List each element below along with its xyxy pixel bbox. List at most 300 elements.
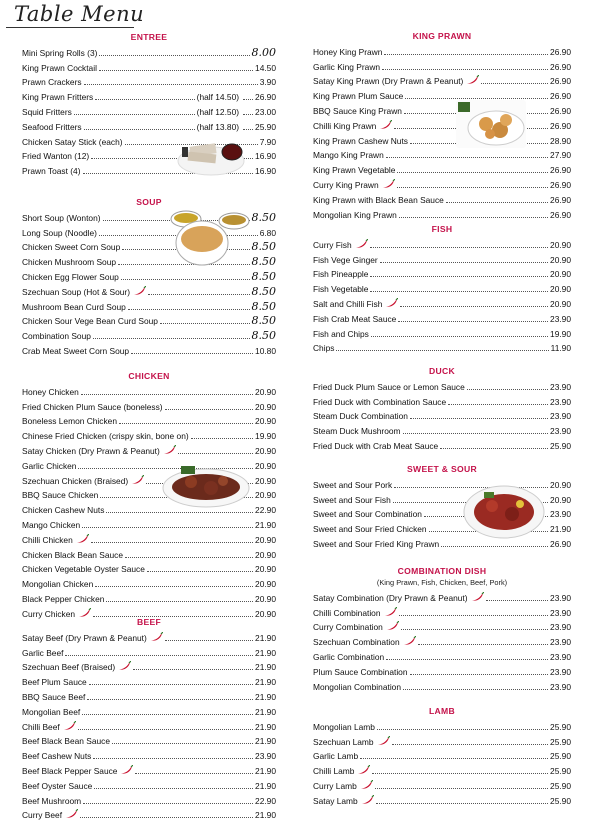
menu-item-price: 21.90 bbox=[255, 647, 276, 658]
menu-item bbox=[22, 102, 276, 117]
menu-item-price: 23.90 bbox=[550, 592, 571, 603]
menu-item bbox=[313, 205, 571, 220]
menu-item bbox=[22, 326, 276, 341]
dot-leader bbox=[131, 353, 253, 354]
menu-item-name: Chicken Egg Flower Soup bbox=[22, 271, 119, 282]
menu-item-name: Mongolian King Prawn bbox=[313, 209, 397, 220]
menu-item-price: 25.90 bbox=[550, 440, 571, 451]
menu-item-price: 20.90 bbox=[550, 298, 571, 309]
menu-item bbox=[22, 791, 276, 806]
menu-item bbox=[313, 677, 571, 692]
menu-item-price: 21.90 bbox=[550, 524, 571, 535]
menu-item-name: Fish Pineapple bbox=[313, 269, 369, 280]
menu-item-name: Chicken Cashew Nuts bbox=[22, 505, 105, 516]
menu-item-name: BBQ Sauce Chicken bbox=[22, 490, 99, 501]
menu-item-price: 20.90 bbox=[255, 386, 276, 397]
section-title: DUCK bbox=[428, 366, 456, 376]
dot-leader bbox=[191, 438, 253, 439]
dot-leader bbox=[94, 788, 253, 789]
menu-item-name: Fried Chicken Plum Sauce (boneless) bbox=[22, 401, 163, 412]
dot-leader bbox=[386, 157, 548, 158]
menu-item-price: 25.90 bbox=[255, 121, 276, 132]
menu-item bbox=[313, 421, 571, 436]
menu-item-price: 26.90 bbox=[550, 209, 571, 220]
menu-item-price: 21.90 bbox=[255, 721, 276, 732]
menu-item bbox=[22, 761, 276, 776]
half-price: (half 13.80) bbox=[196, 121, 240, 132]
menu-item-price: 20.90 bbox=[550, 239, 571, 250]
menu-item-name: Plum Sauce Combination bbox=[313, 666, 408, 677]
menu-item-name: King Prawn with Black Bean Sauce bbox=[313, 194, 444, 205]
menu-item bbox=[313, 407, 571, 422]
menu-item-price: 20.90 bbox=[550, 494, 571, 505]
dot-leader bbox=[83, 803, 253, 804]
menu-item-name: Fried Duck with Crab Meat Sauce bbox=[313, 440, 439, 451]
menu-item-price: 16.90 bbox=[255, 166, 276, 177]
menu-item bbox=[313, 116, 571, 131]
menu-item-price: 26.90 bbox=[550, 165, 571, 176]
menu-item-name: Fried Wanton (12) bbox=[22, 151, 90, 162]
section-title: SWEET & SOUR bbox=[407, 464, 477, 474]
soup-bowls-photo bbox=[166, 205, 252, 269]
menu-item-name: Chicken Black Bean Sauce bbox=[22, 549, 124, 560]
section-title: SOUP bbox=[136, 197, 162, 207]
dot-leader bbox=[147, 571, 253, 572]
menu-item-name: Chicken Sour Vege Bean Curd Soup bbox=[22, 316, 158, 327]
dot-leader bbox=[399, 217, 548, 218]
menu-item-price: 21.90 bbox=[255, 677, 276, 688]
menu-item-price: 21.90 bbox=[255, 632, 276, 643]
menu-item-price: 20.90 bbox=[255, 534, 276, 545]
menu-item bbox=[22, 776, 276, 791]
chili-pepper-icon bbox=[119, 765, 133, 775]
menu-item-name: Boneless Lemon Chicken bbox=[22, 416, 117, 427]
menu-item-price: 23.90 bbox=[550, 607, 571, 618]
menu-item bbox=[313, 747, 571, 762]
menu-item-price: 26.90 bbox=[550, 179, 571, 190]
menu-item-price: 22.90 bbox=[255, 795, 276, 806]
dot-leader bbox=[440, 448, 548, 449]
chili-pepper-icon bbox=[385, 621, 399, 631]
dot-leader bbox=[481, 83, 548, 84]
dot-leader bbox=[165, 409, 253, 410]
dot-leader bbox=[370, 276, 548, 277]
menu-item bbox=[313, 72, 571, 87]
menu-item bbox=[313, 662, 571, 677]
section-fish bbox=[313, 223, 571, 353]
menu-item-name: King Prawn Fritters bbox=[22, 92, 94, 103]
menu-item bbox=[313, 339, 571, 354]
menu-item bbox=[313, 250, 571, 265]
dot-leader bbox=[80, 817, 253, 818]
dot-leader bbox=[377, 729, 548, 730]
dot-leader bbox=[398, 321, 548, 322]
menu-item-name: Fish Vegetable bbox=[313, 284, 369, 295]
menu-item-name: Short Soup (Wonton) bbox=[22, 212, 101, 223]
menu-title: Table Menu bbox=[14, 2, 145, 26]
dot-leader bbox=[403, 433, 549, 434]
dot-leader bbox=[372, 773, 548, 774]
chili-pepper-icon bbox=[75, 534, 89, 544]
king-prawn-photo bbox=[456, 100, 526, 148]
menu-item bbox=[313, 588, 571, 603]
menu-item bbox=[313, 632, 571, 647]
menu-item bbox=[313, 717, 571, 732]
menu-item-name: Fish Crab Meat Sauce bbox=[313, 313, 397, 324]
dot-leader bbox=[360, 758, 548, 759]
dot-leader bbox=[84, 84, 258, 85]
menu-item-name: Sweet and Sour Fried Chicken bbox=[313, 524, 427, 535]
menu-item bbox=[22, 574, 276, 589]
menu-item bbox=[22, 297, 276, 312]
dot-leader bbox=[441, 546, 548, 547]
menu-item-name: Steam Duck Mushroom bbox=[313, 426, 401, 437]
chicken-dish-photo bbox=[161, 460, 251, 510]
menu-item bbox=[22, 589, 276, 604]
dot-leader bbox=[81, 394, 253, 395]
menu-item-price: 23.90 bbox=[550, 426, 571, 437]
menu-item-price: 23.90 bbox=[550, 313, 571, 324]
menu-item-price: 21.90 bbox=[255, 519, 276, 530]
menu-item bbox=[313, 131, 571, 146]
section-title: FISH bbox=[431, 224, 453, 234]
section-title: ENTREE bbox=[130, 32, 168, 42]
menu-item-price: 26.90 bbox=[550, 76, 571, 87]
dot-leader bbox=[418, 644, 548, 645]
menu-item-price: 21.90 bbox=[255, 810, 276, 821]
menu-item bbox=[22, 341, 276, 356]
menu-item-price: 20.90 bbox=[550, 254, 571, 265]
menu-item-name: Mongolian Chicken bbox=[22, 579, 94, 590]
menu-item-price: 20.90 bbox=[550, 269, 571, 280]
menu-item-price: 26.90 bbox=[550, 61, 571, 72]
menu-item bbox=[22, 806, 276, 821]
dot-leader bbox=[467, 389, 548, 390]
menu-item-price: 20.90 bbox=[255, 579, 276, 590]
dot-leader bbox=[397, 187, 548, 188]
dot-leader bbox=[375, 788, 548, 789]
menu-item-price: 20.90 bbox=[255, 460, 276, 471]
dot-leader bbox=[82, 714, 253, 715]
menu-item bbox=[22, 267, 276, 282]
menu-item-price: 23.90 bbox=[550, 381, 571, 392]
dot-leader bbox=[65, 655, 253, 656]
menu-item-price: 26.90 bbox=[550, 120, 571, 131]
menu-item-name: Szechuan Chicken (Braised) bbox=[22, 475, 144, 486]
menu-item-name: Curry Chicken bbox=[22, 608, 91, 619]
chili-pepper-icon bbox=[376, 736, 390, 746]
menu-item bbox=[313, 146, 571, 161]
dot-leader bbox=[397, 172, 548, 173]
menu-item-price: 25.90 bbox=[550, 766, 571, 777]
menu-item-price: 20.90 bbox=[550, 479, 571, 490]
menu-item-price: 19.90 bbox=[255, 431, 276, 442]
menu-item-price: 20.90 bbox=[255, 416, 276, 427]
chili-pepper-icon bbox=[359, 780, 373, 790]
menu-item-price: 19.90 bbox=[550, 328, 571, 339]
menu-item-name: Mango King Prawn bbox=[313, 150, 384, 161]
dot-leader bbox=[370, 291, 548, 292]
menu-item bbox=[313, 392, 571, 407]
menu-item bbox=[313, 377, 571, 392]
chili-pepper-icon bbox=[378, 120, 392, 130]
menu-item-name: Chinese Fried Chicken (crispy skin, bone on) bbox=[22, 431, 189, 442]
menu-item-name: Beef Black Bean Sauce bbox=[22, 736, 110, 747]
menu-item-name: Honey King Prawn bbox=[313, 46, 383, 57]
dot-leader bbox=[99, 55, 249, 56]
menu-item-name: Prawn Crackers bbox=[22, 77, 82, 88]
menu-item bbox=[22, 515, 276, 530]
menu-item bbox=[22, 441, 276, 456]
menu-item-name: Mongolian Lamb bbox=[313, 721, 375, 732]
menu-item-price: 25.90 bbox=[550, 751, 571, 762]
dot-leader bbox=[370, 247, 548, 248]
chili-pepper-icon bbox=[64, 809, 78, 819]
sweet-sour-photo bbox=[462, 482, 546, 540]
menu-item-price: 8.50 bbox=[251, 240, 276, 254]
menu-item-name: Black Pepper Chicken bbox=[22, 593, 105, 604]
menu-item-price: 25.90 bbox=[550, 780, 571, 791]
menu-item-name: Curry Fish bbox=[313, 239, 368, 250]
menu-item-name: Fish Vege Ginger bbox=[313, 254, 378, 265]
menu-item-name: Mongolian Beef bbox=[22, 706, 81, 717]
section-title: COMBINATION DISH bbox=[397, 566, 487, 576]
menu-item-name: Szechuan Soup (Hot & Sour) bbox=[22, 286, 146, 297]
menu-item-price: 8.50 bbox=[251, 314, 276, 328]
menu-item-name: Mango Chicken bbox=[22, 519, 81, 530]
dot-leader bbox=[376, 803, 548, 804]
menu-item bbox=[22, 732, 276, 747]
menu-item-name: Fried Duck Plum Sauce or Lemon Sauce bbox=[313, 381, 465, 392]
menu-item-price: 8.50 bbox=[251, 299, 276, 313]
menu-item-price: 6.80 bbox=[259, 227, 276, 238]
menu-item-name: Sweet and Sour Pork bbox=[313, 479, 393, 490]
menu-item-price: 16.90 bbox=[255, 151, 276, 162]
menu-item-price: 3.90 bbox=[259, 77, 276, 88]
menu-item-name: Chicken Sweet Corn Soup bbox=[22, 242, 121, 253]
menu-item-name: Szechuan Combination bbox=[313, 636, 416, 647]
menu-item-price: 23.90 bbox=[550, 396, 571, 407]
menu-item-name: Beef Cashew Nuts bbox=[22, 751, 92, 762]
menu-item-price: 20.90 bbox=[255, 445, 276, 456]
menu-item bbox=[313, 309, 571, 324]
menu-item-price: 8.50 bbox=[251, 329, 276, 343]
menu-item-price: 26.90 bbox=[550, 105, 571, 116]
menu-item bbox=[313, 175, 571, 190]
menu-item bbox=[313, 265, 571, 280]
menu-item bbox=[313, 279, 571, 294]
menu-item-name: Crab Meat Sweet Corn Soup bbox=[22, 345, 130, 356]
menu-item-price: 8.50 bbox=[251, 210, 276, 224]
menu-item-name: Szechuan Lamb bbox=[313, 736, 390, 747]
menu-item-name: Honey Chicken bbox=[22, 386, 79, 397]
menu-item-name: Sweet and Sour Fried King Prawn bbox=[313, 538, 440, 549]
chili-pepper-icon bbox=[117, 661, 131, 671]
chili-pepper-icon bbox=[356, 765, 370, 775]
menu-item-name: Satay King Prawn (Dry Prawn & Peanut) bbox=[313, 75, 479, 86]
menu-item-price: 23.90 bbox=[550, 411, 571, 422]
menu-item-price: 23.90 bbox=[550, 681, 571, 692]
section-beef bbox=[22, 616, 276, 820]
menu-item bbox=[22, 43, 276, 58]
menu-item-price: 26.90 bbox=[550, 194, 571, 205]
half-price: (half 14.50) bbox=[196, 92, 240, 103]
menu-item bbox=[313, 190, 571, 205]
dot-leader bbox=[384, 54, 548, 55]
menu-item bbox=[22, 73, 276, 88]
menu-item-name: Garlic Combination bbox=[313, 651, 385, 662]
menu-item bbox=[313, 324, 571, 339]
menu-item-name: Sweet and Sour Fish bbox=[313, 494, 391, 505]
chili-pepper-icon bbox=[354, 239, 368, 249]
menu-item bbox=[313, 101, 571, 116]
menu-item bbox=[313, 436, 571, 451]
menu-item-price: 21.90 bbox=[255, 662, 276, 673]
menu-item-name: BBQ Sauce Beef bbox=[22, 691, 86, 702]
menu-item-price: 7.90 bbox=[259, 136, 276, 147]
menu-item bbox=[22, 672, 276, 687]
dot-leader bbox=[89, 684, 253, 685]
menu-item-name: Fried Duck with Combination Sauce bbox=[313, 396, 447, 407]
menu-item-price: 21.90 bbox=[255, 691, 276, 702]
menu-item-price: 21.90 bbox=[255, 736, 276, 747]
menu-item-name: King Prawn Vegetable bbox=[313, 165, 396, 176]
menu-item-price: 20.90 bbox=[255, 549, 276, 560]
dot-leader bbox=[401, 629, 548, 630]
menu-item bbox=[22, 397, 276, 412]
dot-leader bbox=[448, 404, 548, 405]
dot-leader bbox=[91, 542, 253, 543]
dot-leader bbox=[486, 600, 548, 601]
menu-item-price: 25.90 bbox=[550, 721, 571, 732]
dot-leader bbox=[121, 279, 250, 280]
menu-item-price: 21.90 bbox=[255, 765, 276, 776]
menu-item-price: 20.90 bbox=[550, 284, 571, 295]
dot-leader bbox=[403, 689, 548, 690]
menu-item-name: Chilli King Prawn bbox=[313, 120, 392, 131]
menu-item-name: King Prawn Cocktail bbox=[22, 62, 97, 73]
chili-pepper-icon bbox=[381, 179, 395, 189]
menu-item-price: 26.90 bbox=[550, 538, 571, 549]
menu-item-price: 26.90 bbox=[550, 46, 571, 57]
menu-item-name: Beef Plum Sauce bbox=[22, 677, 87, 688]
menu-item-price: 23.00 bbox=[255, 106, 276, 117]
dot-leader bbox=[128, 309, 250, 310]
dot-leader bbox=[178, 453, 253, 454]
menu-item-price: 21.90 bbox=[255, 780, 276, 791]
chili-pepper-icon bbox=[62, 721, 76, 731]
menu-item bbox=[22, 412, 276, 427]
dot-leader bbox=[380, 262, 548, 263]
menu-item bbox=[313, 603, 571, 618]
dot-leader bbox=[93, 758, 253, 759]
dot-leader bbox=[82, 527, 253, 528]
section-lamb bbox=[313, 705, 571, 806]
chili-pepper-icon bbox=[383, 607, 397, 617]
title-underline bbox=[6, 27, 134, 28]
chili-pepper-icon bbox=[149, 632, 163, 642]
chili-pepper-icon bbox=[132, 286, 146, 296]
menu-item-price: 26.90 bbox=[255, 92, 276, 103]
menu-item bbox=[22, 426, 276, 441]
dot-leader bbox=[446, 202, 548, 203]
section-title: LAMB bbox=[428, 706, 456, 716]
menu-item-name: Chips bbox=[313, 343, 335, 354]
menu-item-price: 27.90 bbox=[550, 150, 571, 161]
dot-leader bbox=[95, 99, 194, 100]
menu-item-price: 20.90 bbox=[255, 475, 276, 486]
menu-item bbox=[313, 791, 571, 806]
menu-item-name: Satay Combination (Dry Prawn & Peanut) bbox=[313, 592, 484, 603]
menu-item-price: 23.90 bbox=[255, 751, 276, 762]
menu-item-price: 20.90 bbox=[255, 564, 276, 575]
menu-item-name: Szechuan Beef (Braised) bbox=[22, 661, 131, 672]
menu-item-name: Curry Beef bbox=[22, 809, 78, 820]
menu-item-price: 8.50 bbox=[251, 284, 276, 298]
menu-item-price: 11.90 bbox=[550, 343, 571, 354]
dot-leader bbox=[148, 294, 249, 295]
menu-item-name: Curry Combination bbox=[313, 621, 399, 632]
dot-leader bbox=[135, 773, 253, 774]
menu-item-name: Garlic Lamb bbox=[313, 751, 359, 762]
menu-item-price: 22.90 bbox=[255, 505, 276, 516]
menu-item bbox=[313, 235, 571, 250]
menu-item bbox=[22, 530, 276, 545]
menu-item bbox=[22, 717, 276, 732]
chili-pepper-icon bbox=[360, 795, 374, 805]
dot-leader bbox=[410, 418, 548, 419]
menu-item-name: Satay Beef (Dry Prawn & Peanut) bbox=[22, 632, 163, 643]
menu-item-name: Curry King Prawn bbox=[313, 179, 395, 190]
dot-leader bbox=[371, 336, 548, 337]
dot-leader bbox=[119, 423, 253, 424]
menu-item-price: 20.90 bbox=[255, 490, 276, 501]
menu-item-name: Salt and Chilli Fish bbox=[313, 298, 398, 309]
menu-item-name: Garlic King Prawn bbox=[313, 61, 381, 72]
dot-leader bbox=[243, 114, 253, 115]
menu-item-price: 20.90 bbox=[255, 401, 276, 412]
menu-item-price: 20.90 bbox=[255, 593, 276, 604]
dot-leader bbox=[165, 640, 253, 641]
menu-item-price: 25.90 bbox=[550, 736, 571, 747]
menu-item-name: Long Soup (Noodle) bbox=[22, 227, 97, 238]
menu-item-name: Chicken Vegetable Oyster Sauce bbox=[22, 564, 145, 575]
dot-leader bbox=[160, 323, 250, 324]
menu-item-name: Chilli Combination bbox=[313, 607, 397, 618]
menu-item bbox=[22, 312, 276, 327]
section-title: BEEF bbox=[136, 617, 162, 627]
section-title: CHICKEN bbox=[128, 371, 170, 381]
menu-item-name: Garlic Beef bbox=[22, 647, 64, 658]
menu-item-name: Squid Fritters bbox=[22, 106, 72, 117]
menu-item-name: Chilli Beef bbox=[22, 721, 76, 732]
menu-item-name: Sweet and Sour Combination bbox=[313, 509, 422, 520]
menu-item bbox=[22, 282, 276, 297]
menu-item-price: 23.90 bbox=[550, 622, 571, 633]
menu-item-name: Chilli Lamb bbox=[313, 765, 370, 776]
dot-leader bbox=[99, 70, 253, 71]
section-king-prawn bbox=[313, 30, 571, 220]
section-title: KING PRAWN bbox=[412, 31, 472, 41]
menu-item bbox=[22, 687, 276, 702]
menu-item-name: Mongolian Combination bbox=[313, 681, 401, 692]
chili-pepper-icon bbox=[384, 298, 398, 308]
menu-item-price: 26.90 bbox=[550, 91, 571, 102]
menu-item bbox=[22, 702, 276, 717]
menu-item-name: Satay Chicken (Dry Prawn & Peanut) bbox=[22, 445, 176, 456]
chili-pepper-icon bbox=[162, 445, 176, 455]
menu-item bbox=[313, 86, 571, 101]
